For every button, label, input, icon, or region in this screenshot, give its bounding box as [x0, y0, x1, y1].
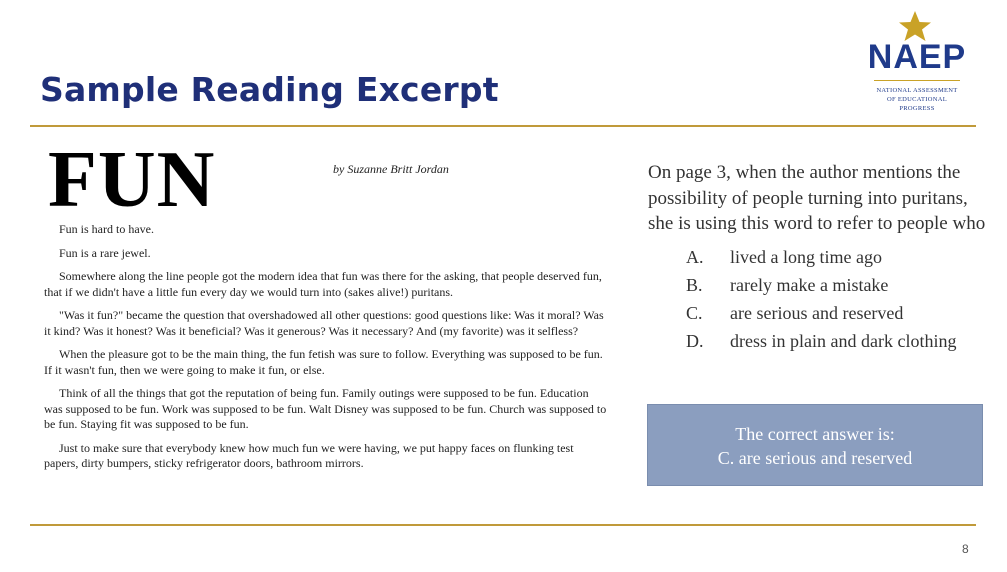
- bottom-divider: [30, 524, 976, 526]
- logo-subtitle-line: PROGRESS: [899, 105, 935, 112]
- story-paragraph: When the pleasure got to be the main thing, the fun fetish was sure to follow. Everything was supposed to be fun. If it wasn't fun, then we were going to make it fun, or else.: [44, 347, 603, 377]
- answer-option-a: [648, 243, 988, 271]
- answer-option-c: [648, 299, 988, 327]
- logo-wordmark: NAEP: [867, 38, 967, 76]
- question-prompt: On page 3, when the author mentions the possibility of people turning into puritans, she is using this word to refer to people who: [648, 162, 986, 234]
- option-text: lived a long time ago: [730, 246, 882, 267]
- correct-answer-box: [647, 404, 983, 486]
- naep-logo: [862, 10, 972, 118]
- answer-option-d: [648, 327, 988, 355]
- logo-subtitle-line: OF EDUCATIONAL: [887, 96, 947, 103]
- story-byline: by Suzanne Britt Jordan: [333, 162, 449, 176]
- story-paragraph: Think of all the things that got the reputation of being fun. Family outings were supposed to be fun. Education was supposed to be fun. Work was supposed to be fun. Walt Disney was supposed to be fun. Church was supposed to be fun. Staying fit was supposed to be fun.: [44, 386, 607, 431]
- logo-subtitle: [862, 86, 972, 113]
- story-paragraph: "Was it fun?" became the question that overshadowed all other questions: good questions like: Was it moral? Was it kind? Was it honest? Was it beneficial? Was it generous? Was it necessary? And (my favorite) was it selfless?: [44, 308, 604, 338]
- logo-subtitle-line: NATIONAL ASSESSMENT: [876, 87, 958, 94]
- option-letter: C.: [686, 302, 703, 323]
- page-number: 8: [962, 542, 969, 556]
- story-paragraph: Just to make sure that everybody knew how much fun we were having, we put happy faces on flunking test papers, dirty bumpers, sticky refrigerator doors, bathroom mirrors.: [44, 440, 574, 470]
- answer-heading: The correct answer is:: [735, 424, 895, 444]
- story-paragraph: Fun is hard to have.: [59, 222, 154, 236]
- story-body: [44, 222, 609, 480]
- story-title: FUN: [48, 136, 216, 224]
- story-paragraph: Somewhere along the line people got the modern idea that fun was there for the asking, that people deserved fun, that if we didn't have a little fun every day we would turn into (sakes alive!) puritans.: [44, 269, 602, 299]
- option-letter: A.: [686, 246, 704, 267]
- option-letter: B.: [686, 274, 703, 295]
- option-text: dress in plain and dark clothing: [730, 330, 957, 351]
- answer-option-b: [648, 271, 988, 299]
- logo-divider: [874, 80, 960, 81]
- answer-options: [648, 243, 988, 355]
- option-letter: D.: [686, 330, 704, 351]
- story-paragraph: Fun is a rare jewel.: [59, 245, 151, 260]
- question-panel: [648, 160, 988, 355]
- slide-title: Sample Reading Excerpt: [40, 70, 499, 109]
- answer-value: C. are serious and reserved: [717, 448, 913, 468]
- option-text: rarely make a mistake: [730, 274, 889, 295]
- top-divider: [30, 125, 976, 127]
- option-text: are serious and reserved: [730, 302, 904, 323]
